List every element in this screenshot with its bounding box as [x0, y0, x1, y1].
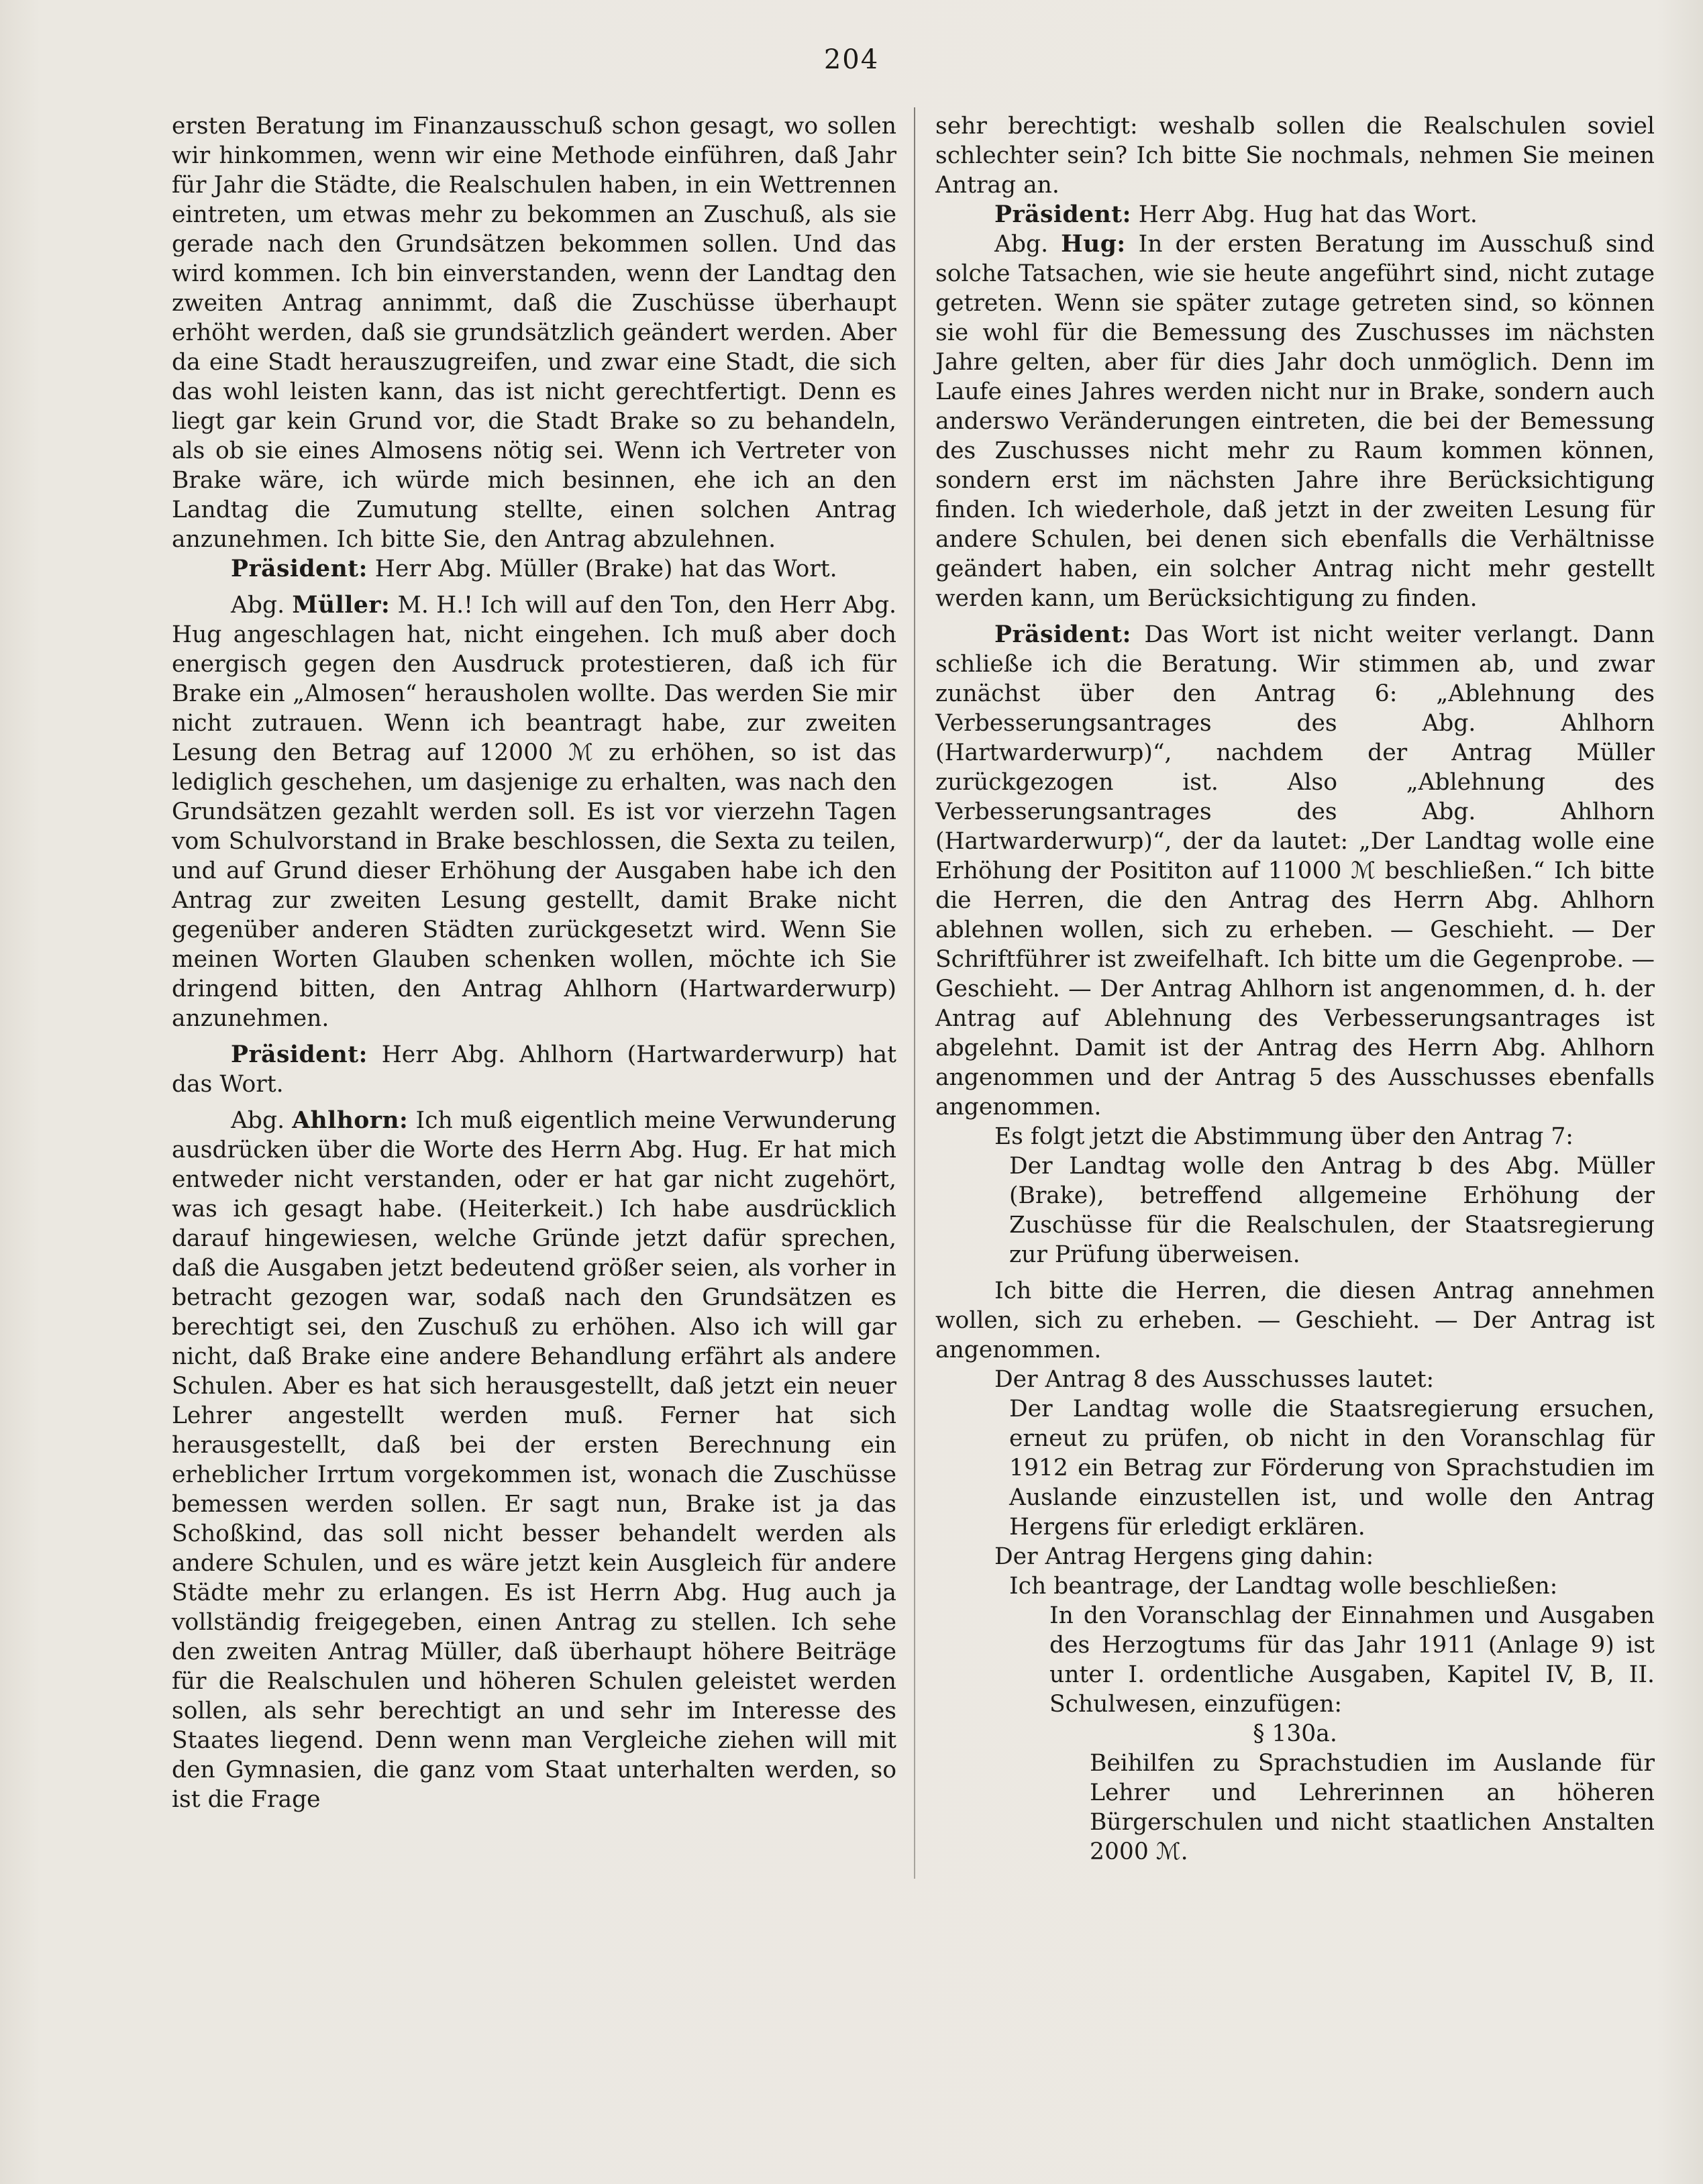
paragraph: Präsident: Herr Abg. Ahlhorn (Hartwarderwurp) hat das Wort. — [172, 1041, 896, 1098]
paragraph: Abg. Hug: In der ersten Beratung im Ausschuß sind solche Tatsachen, wie sie heute angeführt sind, nicht zutage getreten. Wenn sie später zutage getreten sind, so können sie wohl für die Bemessung des Zuschusses im nächsten Jahre gelten, aber für dies Jahr doch unmöglich. Denn im Laufe eines Jahres werden nicht nur in Brake, sondern auch anderswo Veränderungen eintreten, die bei der Bemessung des Zuschusses nicht mehr zu Raum kommen können, sondern erst im nächsten Jahre ihre Berücksichtigung finden. Ich wiederhole, daß jetzt in der zweiten Lesung für andere Schulen, bei denen sich ebenfalls die Verhältnisse geändert haben, ein solcher Antrag nicht mehr gestellt werden kann, um Berücksichtigung zu finden. — [935, 231, 1655, 612]
speaker-label: Ahlhorn: — [292, 1107, 409, 1134]
paragraph: Der Antrag Hergens ging dahin: — [994, 1543, 1374, 1570]
speaker-label: Präsident: — [231, 1041, 368, 1068]
paragraph: Abg. Müller: M. H.! Ich will auf den Ton, den Herr Abg. Hug angeschlagen hat, nicht eingehen. Ich muß aber doch energisch gegen den Ausdruck protestieren, daß ich für Brake ein „Almosen“ herausholen wollte. Das werden Sie mir nicht zutrauen. Wenn ich beantragt habe, zur zweiten Lesung den Betrag auf 12000 ℳ zu erhöhen, so ist das lediglich geschehen, um dasjenige zu erhalten, was nach den Grundsätzen gezahlt werden soll. Es ist vor vierzehn Tagen vom Schulvorstand in Brake beschlossen, die Sexta zu teilen, und auf Grund dieser Erhöhung der Ausgaben habe ich den Antrag zur zweiten Lesung gestellt, damit Brake nicht gegenüber anderen Städten zurückgesetzt wird. Wenn Sie meinen Worten Glauben schenken wollen, möchte ich Sie dringend bitten, den Antrag Ahlhorn (Hartwarderwurp) anzunehmen. — [172, 592, 896, 1032]
paragraph: Präsident: Herr Abg. Müller (Brake) hat das Wort. — [231, 556, 837, 582]
left-column — [172, 111, 896, 1814]
quoted-motion: Ich beantrage, der Landtag wolle beschließen: — [1009, 1573, 1558, 1600]
quoted-motion: Beihilfen zu Sprachstudien im Auslande für Lehrer und Lehrerinnen an höheren Bürgerschulen und nicht staatlichen Anstalten 2000 ℳ. — [1090, 1750, 1655, 1865]
paragraph: Es folgt jetzt die Abstimmung über den Antrag 7: — [994, 1123, 1573, 1150]
paragraph: Ich bitte die Herren, die diesen Antrag annehmen wollen, sich zu erheben. — Geschieht. — Der Antrag ist angenommen. — [935, 1278, 1655, 1363]
page-number: 204 — [823, 44, 880, 75]
paragraph: Präsident: Das Wort ist nicht weiter verlangt. Dann schließe ich die Beratung. Wir stimmen ab, und zwar zunächst über den Antrag 6: „Ablehnung des Verbesserungsantrages des Abg. Ahlhorn (Hartwarderwurp)“, nachdem der Antrag Müller zurückgezogen ist. Also „Ablehnung des Verbesserungsantrages des Abg. Ahlhorn (Hartwarderwurp)“, der da lautet: „Der Landtag wolle eine Erhöhung der Posititon auf 11000 ℳ beschließen.“ Ich bitte die Herren, die den Antrag des Herrn Abg. Ahlhorn ablehnen wollen, sich zu erheben. — Geschieht. — Der Schriftführer ist zweifelhaft. Ich bitte um die Gegenprobe. — Geschieht. — Der Antrag Ahlhorn ist angenommen, d. h. der Antrag auf Ablehnung des Verbesserungsantrages ist abgelehnt. Damit ist der Antrag des Herrn Abg. Ahlhorn angenommen und der Antrag 5 des Ausschusses ebenfalls angenommen. — [935, 621, 1655, 1121]
quoted-motion: Der Landtag wolle den Antrag b des Abg. Müller (Brake), betreffend allgemeine Erhöhung der Zuschüsse für die Realschulen, der Staatsregierung zur Prüfung überweisen. — [1009, 1153, 1655, 1268]
right-column — [935, 111, 1655, 1867]
quoted-motion: In den Voranschlag der Einnahmen und Ausgaben des Herzogtums für das Jahr 1911 (Anlage 9) ist unter I. ordentliche Ausgaben, Kapitel IV, B, II. Schulwesen, einzufügen: — [1049, 1602, 1655, 1718]
paragraph: sehr berechtigt: weshalb sollen die Realschulen soviel schlechter sein? Ich bitte Sie nochmals, nehmen Sie meinen Antrag an. — [935, 113, 1655, 199]
speaker-label: Hug: — [1061, 231, 1126, 258]
speaker-label: Präsident: — [231, 556, 368, 582]
speaker-label: Präsident: — [994, 201, 1131, 228]
paragraph: Der Antrag 8 des Ausschusses lautet: — [994, 1366, 1435, 1393]
speaker-label: Präsident: — [994, 621, 1131, 648]
paragraph: Präsident: Herr Abg. Hug hat das Wort. — [994, 201, 1478, 228]
paragraph: ersten Beratung im Finanzausschuß schon gesagt, wo sollen wir hinkommen, wenn wir eine Methode einführen, daß Jahr für Jahr die Städte, die Realschulen haben, in ein Wettrennen eintreten, um etwas mehr zu bekommen an Zuschuß, als sie gerade nach den Grundsätzen bekommen sollen. Und das wird kommen. Ich bin einverstanden, wenn der Landtag den zweiten Antrag annimmt, daß die Zuschüsse überhaupt erhöht werden, daß sie grundsätzlich geändert werden. Aber da eine Stadt herauszugreifen, und zwar eine Stadt, die sich das wohl leisten kann, das ist nicht gerechtfertigt. Denn es liegt gar kein Grund vor, die Stadt Brake so zu behandeln, als ob sie eines Almosens nötig sei. Wenn ich Vertreter von Brake wäre, ich würde mich besinnen, ehe ich an den Landtag die Zumutung stellte, einen solchen Antrag anzunehmen. Ich bitte Sie, den Antrag abzulehnen. — [172, 113, 896, 553]
section-heading: § 130a. — [1253, 1720, 1337, 1747]
speaker-label: Müller: — [292, 592, 391, 619]
paragraph: Abg. Ahlhorn: Ich muß eigentlich meine Verwunderung ausdrücken über die Worte des Herrn Abg. Hug. Er hat mich entweder nicht verstanden, oder er hat gar nicht zugehört, was ich gesagt habe. (Heiterkeit.) Ich habe ausdrücklich darauf hingewiesen, welche Gründe jetzt dafür sprechen, daß die Ausgaben jetzt bedeutend größer seien, als vorher in betracht gezogen war, sodaß nach den Grundsätzen es berechtigt sei, den Zuschuß zu erhöhen. Also ich will gar nicht, daß Brake eine andere Behandlung erfährt als andere Schulen. Aber es hat sich herausgestellt, daß jetzt ein neuer Lehrer angestellt werden muß. Ferner hat sich herausgestellt, daß bei der ersten Berechnung ein erheblicher Irrtum vorgekommen ist, wonach die Zuschüsse bemessen werden sollen. Er sagt nun, Brake ist ja das Schoßkind, das soll nicht besser behandelt werden als andere Schulen, und es wäre jetzt kein Ausgleich für andere Städte mehr zu erlangen. Es ist Herrn Abg. Hug auch ja vollständig freigegeben, einen Antrag zu stellen. Ich sehe den zweiten Antrag Müller, daß überhaupt höhere Beiträge für die Realschulen und höheren Schulen geleistet werden sollen, als sehr berechtigt an und sehr im Interesse des Staates liegend. Denn wenn man Vergleiche ziehen will mit den Gymnasien, die ganz vom Staat unterhalten werden, so ist die Frage — [172, 1107, 896, 1813]
column-divider — [914, 107, 915, 1879]
quoted-motion: Der Landtag wolle die Staatsregierung ersuchen, erneut zu prüfen, ob nicht in den Voranschlag für 1912 ein Betrag zur Förderung von Sprachstudien im Auslande einzustellen ist, und wolle den Antrag Hergens für erledigt erklären. — [1009, 1396, 1655, 1541]
